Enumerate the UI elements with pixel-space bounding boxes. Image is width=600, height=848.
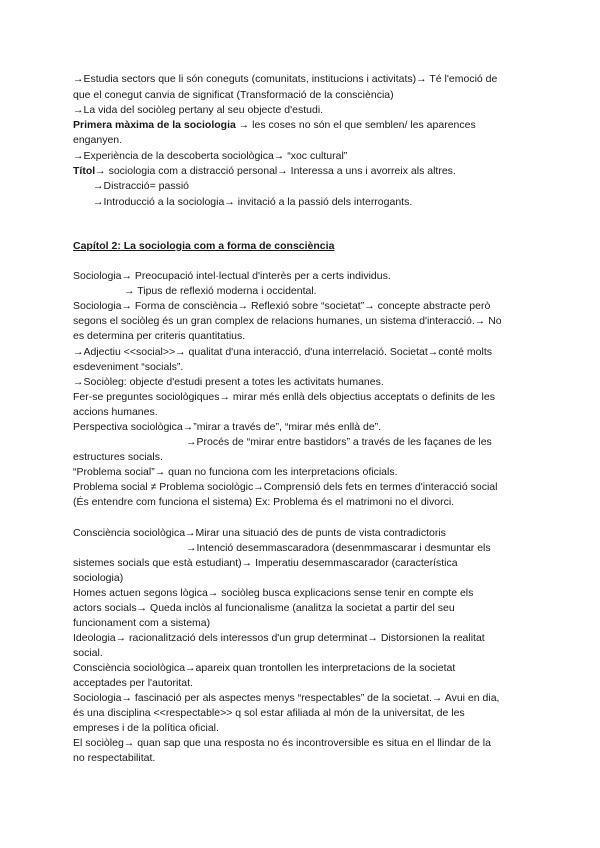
text-line: és una disciplina <<respectable>> q sol estar afiliada al món de la universitat, de les: [73, 707, 465, 719]
text-line: acceptades per l'autoritat.: [73, 677, 193, 689]
text-line: enganyen.: [73, 134, 123, 146]
text-line: →Sociòleg: objecte d'estudi present a totes les activitats humanes.: [73, 376, 384, 388]
text-line: accions humanes.: [73, 406, 158, 418]
text-line: Sociologia→ fascinació per als aspectes menys “respectables” de la societat.→ Avui en dia,: [73, 692, 500, 704]
text-line: → Tipus de reflexió moderna i occidental.: [124, 285, 317, 297]
text-line: →Experiència de la descoberta sociològica→ “xoc cultural”: [73, 150, 348, 162]
text-line: Sociologia→ Forma de consciència→ Reflexió sobre “societat”→ concepte abstracte però: [73, 300, 491, 312]
text-span: → les coses no són el que semblen/ les aparences: [238, 119, 476, 131]
text-line: (És entendre com funciona el sistema) Ex: Problema és el matrimoni no el divorci.: [73, 496, 455, 508]
text-line: [73, 119, 476, 132]
text-line: Consciència sociològica→apareix quan trontollen les interpretacions de la societat: [73, 662, 456, 674]
text-line: →Estudia sectors que li són coneguts (comunitats, institucions i activitats)→ Té l'emoció de: [73, 73, 498, 85]
text-line: funcionament com a sistema): [73, 617, 211, 629]
text-line: →Intenció desemmascaradora (desenmmascarar i desmuntar els: [186, 542, 491, 554]
text-line: →La vida del sociòleg pertany al seu objecte d'estudi.: [73, 104, 324, 116]
text-line: actors socials→ Queda inclòs al funcionalisme (analitza la societat a partir del seu: [73, 602, 455, 614]
text-line: sociologia): [73, 572, 124, 584]
text-line: →Introducció a la sociologia→ invitació a la passió dels interrogants.: [93, 196, 413, 208]
text-line: segons el sociòleg és un gran complex de relacions humanes, un sistema d'interacció.→ No: [73, 315, 502, 327]
text-line: es determina per criteris quantitatius.: [73, 330, 246, 342]
text-line: Fer-se preguntes sociològiques→ mirar més enllà dels objectius acceptats o definits de les: [73, 391, 495, 403]
text-line: esdeveniment “socials”.: [73, 361, 184, 373]
text-line: que el conegut canvia de significat (Transformació de la consciència): [73, 89, 394, 101]
text-line: no respectabilitat.: [73, 752, 156, 764]
text-line: “Problema social”→ quan no funciona com les interpretacions oficials.: [73, 466, 398, 478]
text-line: social.: [73, 647, 103, 659]
text-line: El sociòleg→ quan sap que una resposta no és incontroversible es situa en el llindar de la: [73, 737, 491, 749]
text-line: →Distracció= passió: [93, 180, 189, 192]
text-line: [73, 165, 456, 178]
term-bold: Títol: [73, 165, 96, 177]
text-span: → sociologia com a distracció personal→ Interessa a uns i avorreix als altres.: [95, 165, 456, 177]
text-line: Consciència sociològica→Mirar una situació des de punts de vista contradictoris: [73, 527, 446, 539]
term-bold: Primera màxima de la sociologia: [73, 119, 236, 131]
text-line: estructures socials.: [73, 451, 163, 463]
text-line: Problema social ≠ Problema sociològic→Comprensió dels fets en termes d'interacció social: [73, 481, 498, 493]
text-line: Sociologia→ Preocupació intel·lectual d'interès per a certs individus.: [73, 270, 391, 282]
text-line: →Adjectiu <<social>>→ qualitat d'una interacció, d'una interrelació. Societat→conté molts: [73, 346, 492, 358]
text-line: Ideologia→ racionalització dels interessos d'un grup determinat→ Distorsionen la realitat: [73, 632, 485, 644]
chapter-heading: Capítol 2: La sociologia com a forma de consciència: [73, 240, 335, 252]
text-line: sistemes socials que està estudiant)→ Imperatiu desemmascarador (característica: [73, 557, 458, 569]
text-line: →Procés de “mirar entre bastidors” a través de les façanes de les: [186, 436, 492, 448]
text-line: Perspectiva sociològica→”mirar a través de”, “mirar més enllà de”.: [73, 421, 382, 433]
text-line: empreses i de la política oficial.: [73, 722, 219, 734]
text-line: Homes actuen segons lògica→ sociòleg busca explicacions sense tenir en compte els: [73, 587, 474, 599]
